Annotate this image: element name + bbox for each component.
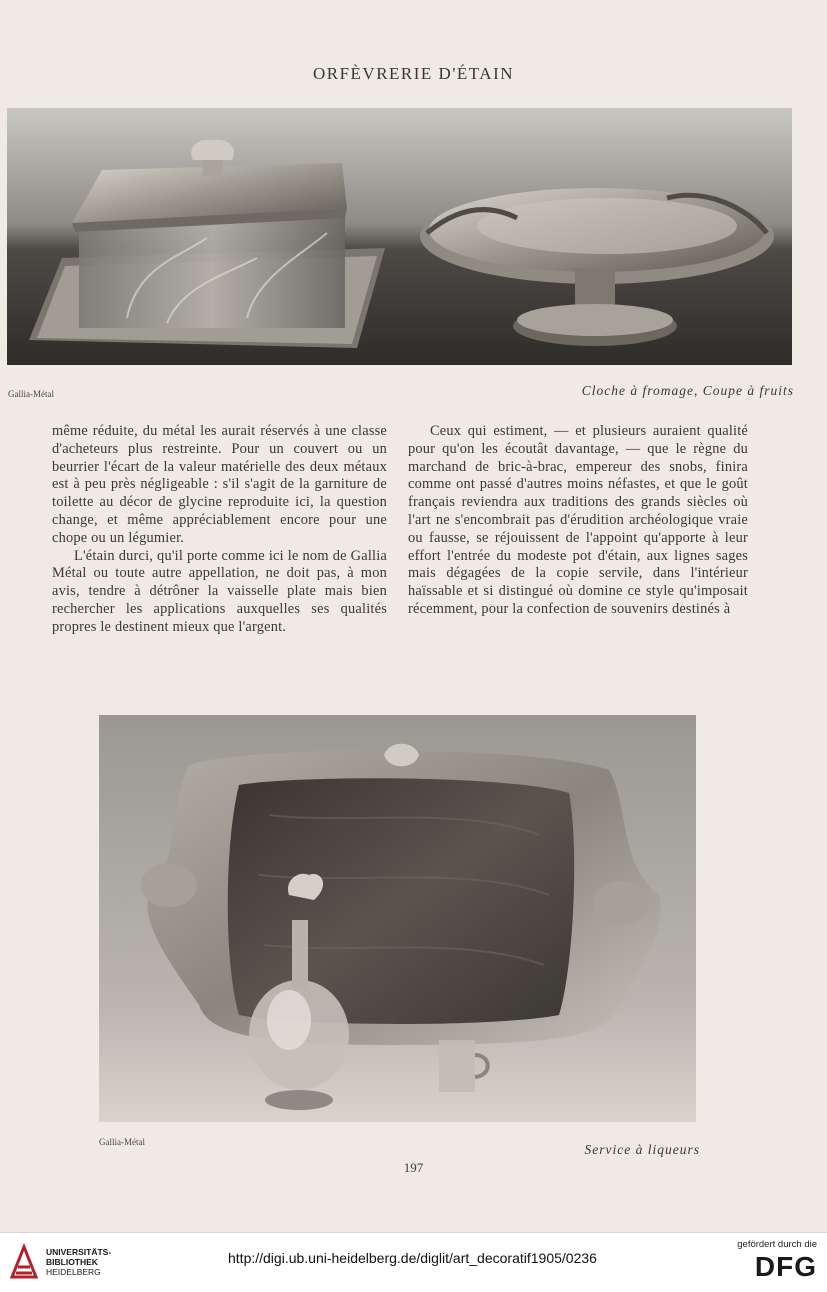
photo-liqueur-service (99, 715, 696, 1122)
page-number: 197 (403, 1160, 424, 1175)
funder-block (737, 1239, 817, 1282)
paragraph: Ceux qui estiment, — et plusieurs auraient qualité pour qu'on les écoutât davantage, — que le règne du marchand de bric-à-brac, empereur des snobs, finira comme ont passé d'autres moins néfastes, et que le goût français reviendra aux traditions des grands siècles où l'art ne s'encombrait pas d'érudition archéologique vraie ou fausse, se réjouissent de l'appoint qu'apporte à leur effort l'entrée du modeste pot d'étain, aux lignes sages mais dégagées de la copie servile, dans l'intérieur haïssable et si distingué où domine ce style qu'imposait récemment, pour la confection de souvenirs destinés à (408, 423, 748, 617)
paragraph: L'étain durci, qu'il porte comme ici le nom de Gallia Métal ou toute autre appellation, ne doit pas, à mon avis, tendre à détrôner la vaisselle plate mais bien rechercher les applications auxquelles ses qualités propres le destinent mieux que l'argent. (52, 547, 387, 635)
university-line: UNIVERSITÄTS- (46, 1247, 112, 1257)
running-header: ORFÈVRERIE D'ÉTAIN (312, 64, 515, 83)
university-line: HEIDELBERG (46, 1267, 101, 1277)
permalink-url[interactable]: http://digi.ub.uni-heidelberg.de/diglit/art_decoratif1905/0236 (228, 1250, 597, 1266)
funder-label: gefördert durch die (737, 1239, 817, 1250)
photo-credit-bottom: Gallia-Métal (99, 1137, 145, 1147)
photo-caption-bottom: Service à liqueurs (584, 1142, 700, 1157)
university-name (46, 1247, 111, 1277)
footer-bar (0, 1232, 827, 1292)
dfg-logo-icon: DFG (754, 1251, 817, 1282)
text-column-left (52, 423, 387, 637)
university-line: BIBLIOTHEK (46, 1257, 98, 1267)
university-seal-icon (8, 1243, 40, 1281)
text-column-right (408, 423, 748, 619)
photo-credit-top: Gallia-Métal (8, 389, 54, 399)
photo-caption-top: Cloche à fromage, Coupe à fruits (581, 383, 794, 398)
photo-cheese-dome-fruit-bowl (7, 108, 792, 365)
paragraph: même réduite, du métal les aurait réservés à une classe d'acheteurs plus restreinte. Pour un couvert ou un beurrier l'écart de la valeur matérielle des deux métaux est à peu près négligeable : s'il s'agit de la garniture de toilette au décor de glycine reproduite ici, la question change, et même appréciablement encore pour une chope ou un légumier. (52, 423, 387, 546)
